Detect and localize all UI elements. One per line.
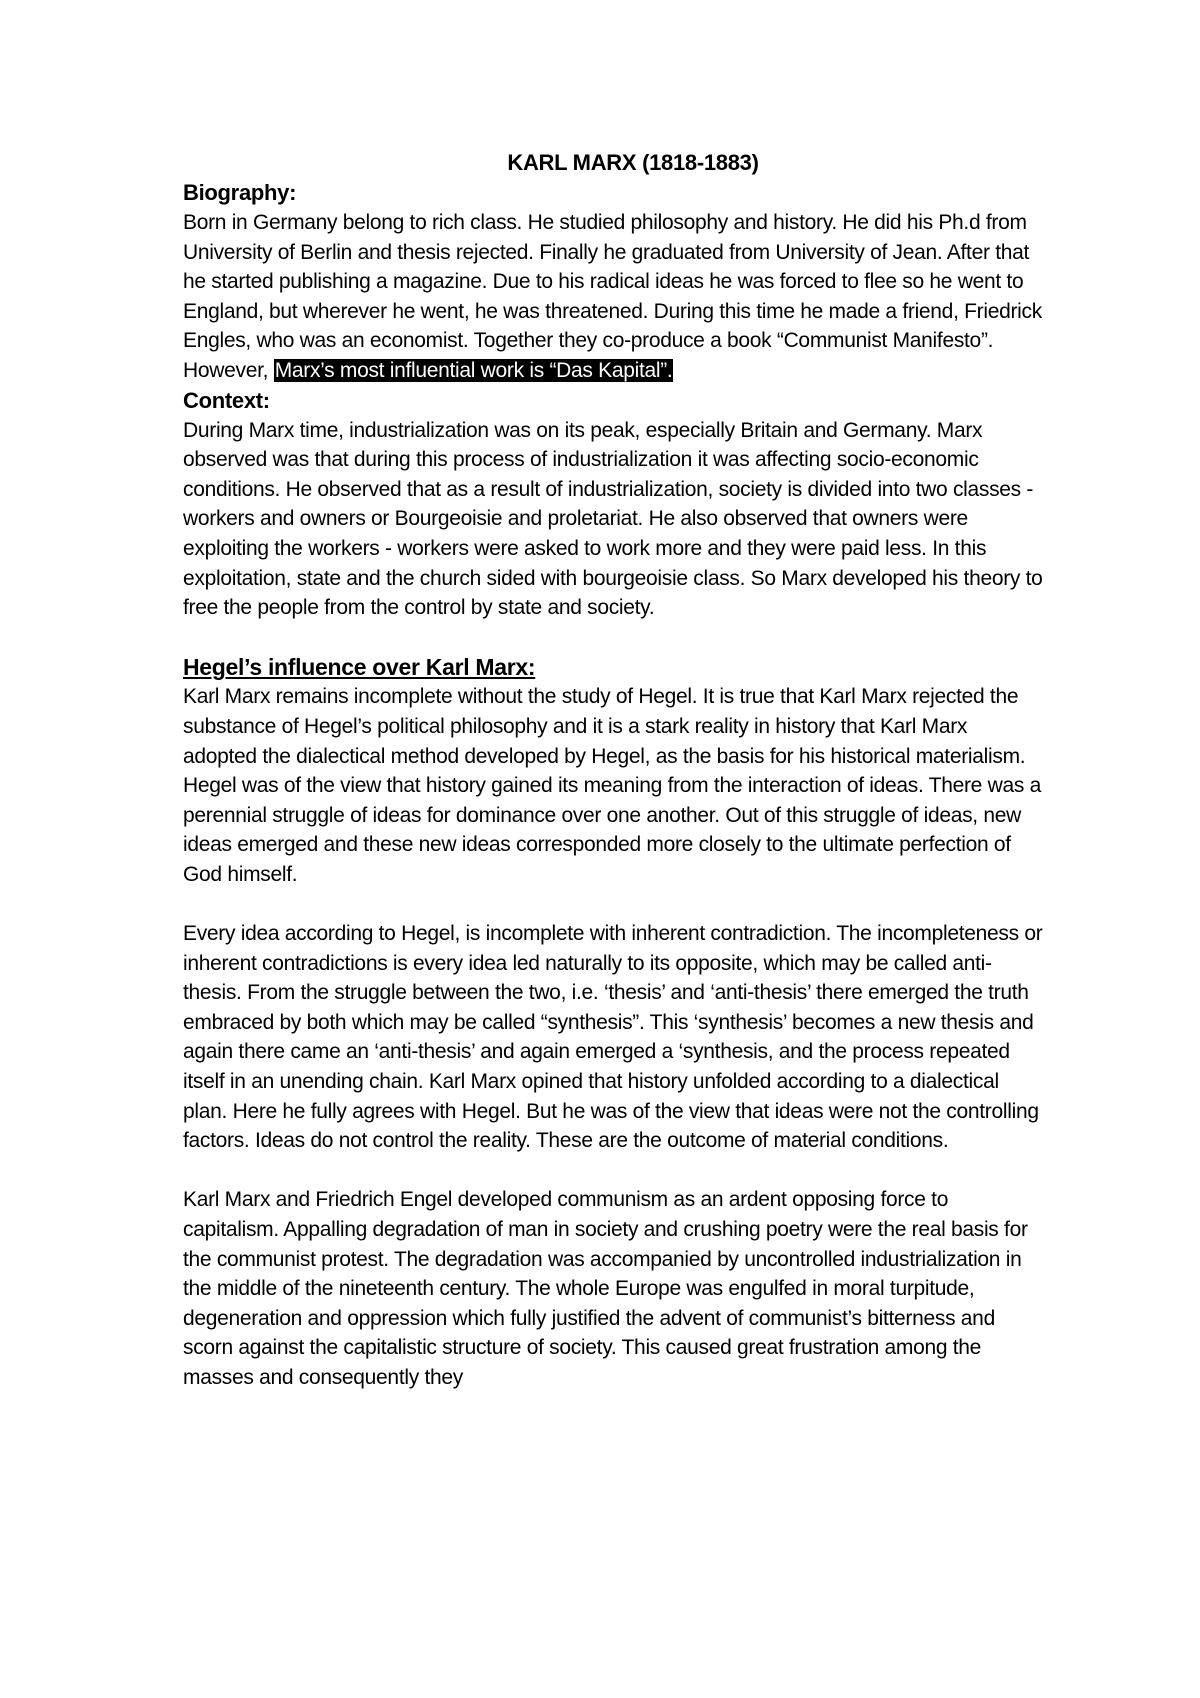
document-content [183, 148, 1043, 1393]
context-heading: Context: [183, 387, 270, 413]
hegel-heading: Hegel’s influence over Karl Marx: [183, 654, 536, 681]
section-spacer [183, 623, 1043, 653]
context-paragraph: During Marx time, industrialization was on its peak, especially Britain and Germany. Marx observed was that during this process of industrialization it was affecting socio-economic conditions. He observed that as a result of industrialization, society is divided into two classes - workers and owners or Bourgeoisie and proletariat. He also observed that owners were exploiting the workers - workers were asked to work more and they were paid less. In this exploitation, state and the church sided with bourgeoisie class. So Marx developed his theory to free the people from the control by state and society. [183, 418, 1043, 620]
page-title: KARL MARX (1818-1883) [507, 150, 759, 175]
biography-paragraph [183, 208, 1043, 386]
biography-text: Born in Germany belong to rich class. He studied philosophy and history. He did his Ph.d from University of Berlin and thesis rejected. Finally he graduated from University of Jean. After that he started publishing a magazine. Due to his radical ideas he was forced to flee so he went to England, but wherever he went, he was threatened. During this time he made a friend, Friedrick Engles, who was an economist. Together they co-produce a book “Communist Manifesto”. However, [183, 211, 1042, 382]
paragraph-spacer [183, 889, 1043, 919]
hegel-paragraph-3: Karl Marx and Friedrich Engel developed communism as an ardent opposing force to capitalism. Appalling degradation of man in society and crushing poetry were the real basis for the communist protest. The degradation was accompanied by uncontrolled industrialization in the middle of the nineteenth century. The whole Europe was engulfed in moral turpitude, degeneration and oppression which fully justified the advent of communist’s bitterness and scorn against the capitalistic structure of society. This caused great frustration among the masses and consequently they [183, 1188, 1028, 1389]
hegel-paragraph-2: Every idea according to Hegel, is incomplete with inherent contradiction. The incompleteness or inherent contradictions is every idea led naturally to its opposite, which may be called anti-thesis. From the struggle between the two, i.e. ‘thesis’ and ‘anti-thesis’ there emerged the truth embraced by both which may be called “synthesis”. This ‘synthesis’ becomes a new thesis and again there came an ‘anti-thesis’ and again emerged a ‘synthesis, and the process repeated itself in an unending chain. Karl Marx opined that history unfolded according to a dialectical plan. Here he fully agrees with Hegel. But he was of the view that ideas were not the controlling factors. Ideas do not control the reality. These are the outcome of material conditions. [183, 922, 1043, 1153]
biography-heading: Biography: [183, 180, 297, 205]
paragraph-spacer [183, 1156, 1043, 1186]
hegel-paragraph-1: Karl Marx remains incomplete without the study of Hegel. It is true that Karl Marx rejected the substance of Hegel’s political philosophy and it is a stark reality in history that Karl Marx adopted the dialectical method developed by Hegel, as the basis for his historical materialism. Hegel was of the view that history gained its meaning from the interaction of ideas. There was a perennial struggle of ideas for dominance over one another. Out of this struggle of ideas, new ideas emerged and these new ideas corresponded more closely to the ultimate perfection of God himself. [183, 685, 1041, 886]
highlighted-text: Marx’s most influential work is “Das Kapital”. [274, 358, 673, 382]
